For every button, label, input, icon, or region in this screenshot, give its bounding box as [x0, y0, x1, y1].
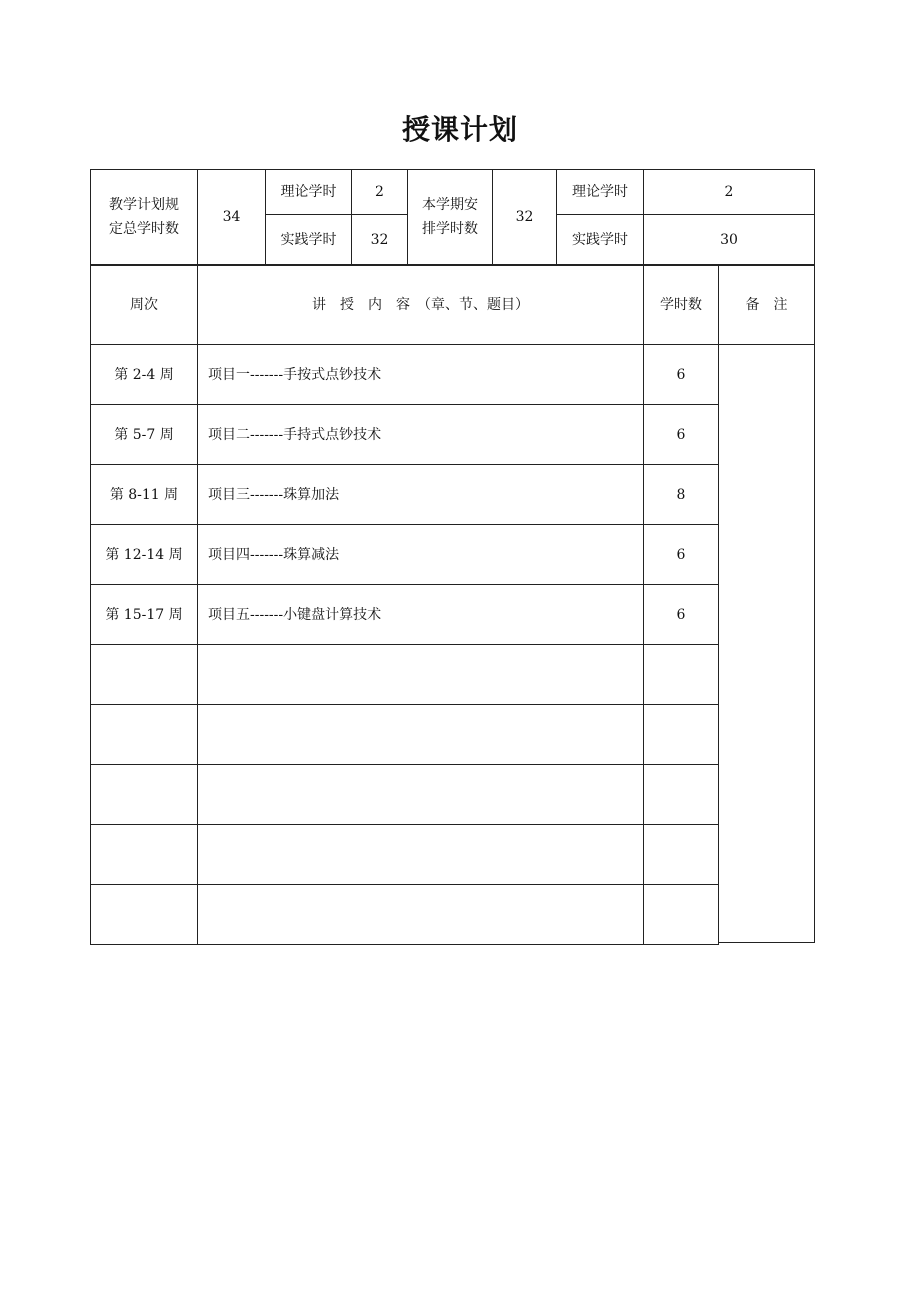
sem-practice-value: 30	[643, 214, 815, 265]
row-week: 第 8-11 周	[90, 464, 198, 525]
row-hours	[643, 884, 719, 945]
header-content: 讲 授 内 容 （章、节、题目）	[197, 265, 644, 345]
row-week	[90, 884, 198, 945]
row-content	[197, 704, 644, 765]
semester-hours-label: 本学期安排学时数	[407, 169, 493, 265]
notes-cell	[718, 344, 815, 943]
sem-theory-label: 理论学时	[556, 169, 644, 215]
semester-hours-value: 32	[492, 169, 557, 265]
row-hours: 6	[643, 344, 719, 405]
row-hours: 8	[643, 464, 719, 525]
row-hours	[643, 824, 719, 885]
row-content: 项目一-------手按式点钞技术	[197, 344, 644, 405]
row-hours	[643, 704, 719, 765]
row-content	[197, 764, 644, 825]
row-content: 项目二-------手持式点钞技术	[197, 404, 644, 465]
row-content: 项目三-------珠算加法	[197, 464, 644, 525]
row-content: 项目五-------小键盘计算技术	[197, 584, 644, 645]
row-week	[90, 764, 198, 825]
theory-value: 2	[351, 169, 408, 215]
row-content: 项目四-------珠算减法	[197, 524, 644, 585]
row-hours	[643, 644, 719, 705]
header-hours: 学时数	[643, 265, 719, 345]
practice-value: 32	[351, 214, 408, 265]
total-hours-label: 教学计划规定总学时数	[90, 169, 198, 265]
row-week	[90, 644, 198, 705]
row-hours	[643, 764, 719, 825]
total-hours-value: 34	[197, 169, 266, 265]
sem-practice-label: 实践学时	[556, 214, 644, 265]
row-hours: 6	[643, 404, 719, 465]
row-content	[197, 884, 644, 945]
row-week	[90, 704, 198, 765]
row-content	[197, 824, 644, 885]
theory-label: 理论学时	[265, 169, 352, 215]
practice-label: 实践学时	[265, 214, 352, 265]
row-week: 第 5-7 周	[90, 404, 198, 465]
row-week	[90, 824, 198, 885]
row-hours: 6	[643, 524, 719, 585]
row-week: 第 12-14 周	[90, 524, 198, 585]
header-notes: 备 注	[718, 265, 815, 345]
header-week: 周次	[90, 265, 198, 345]
row-week: 第 2-4 周	[90, 344, 198, 405]
row-content	[197, 644, 644, 705]
row-hours: 6	[643, 584, 719, 645]
row-week: 第 15-17 周	[90, 584, 198, 645]
sem-theory-value: 2	[643, 169, 815, 215]
page-title: 授课计划	[401, 113, 518, 146]
